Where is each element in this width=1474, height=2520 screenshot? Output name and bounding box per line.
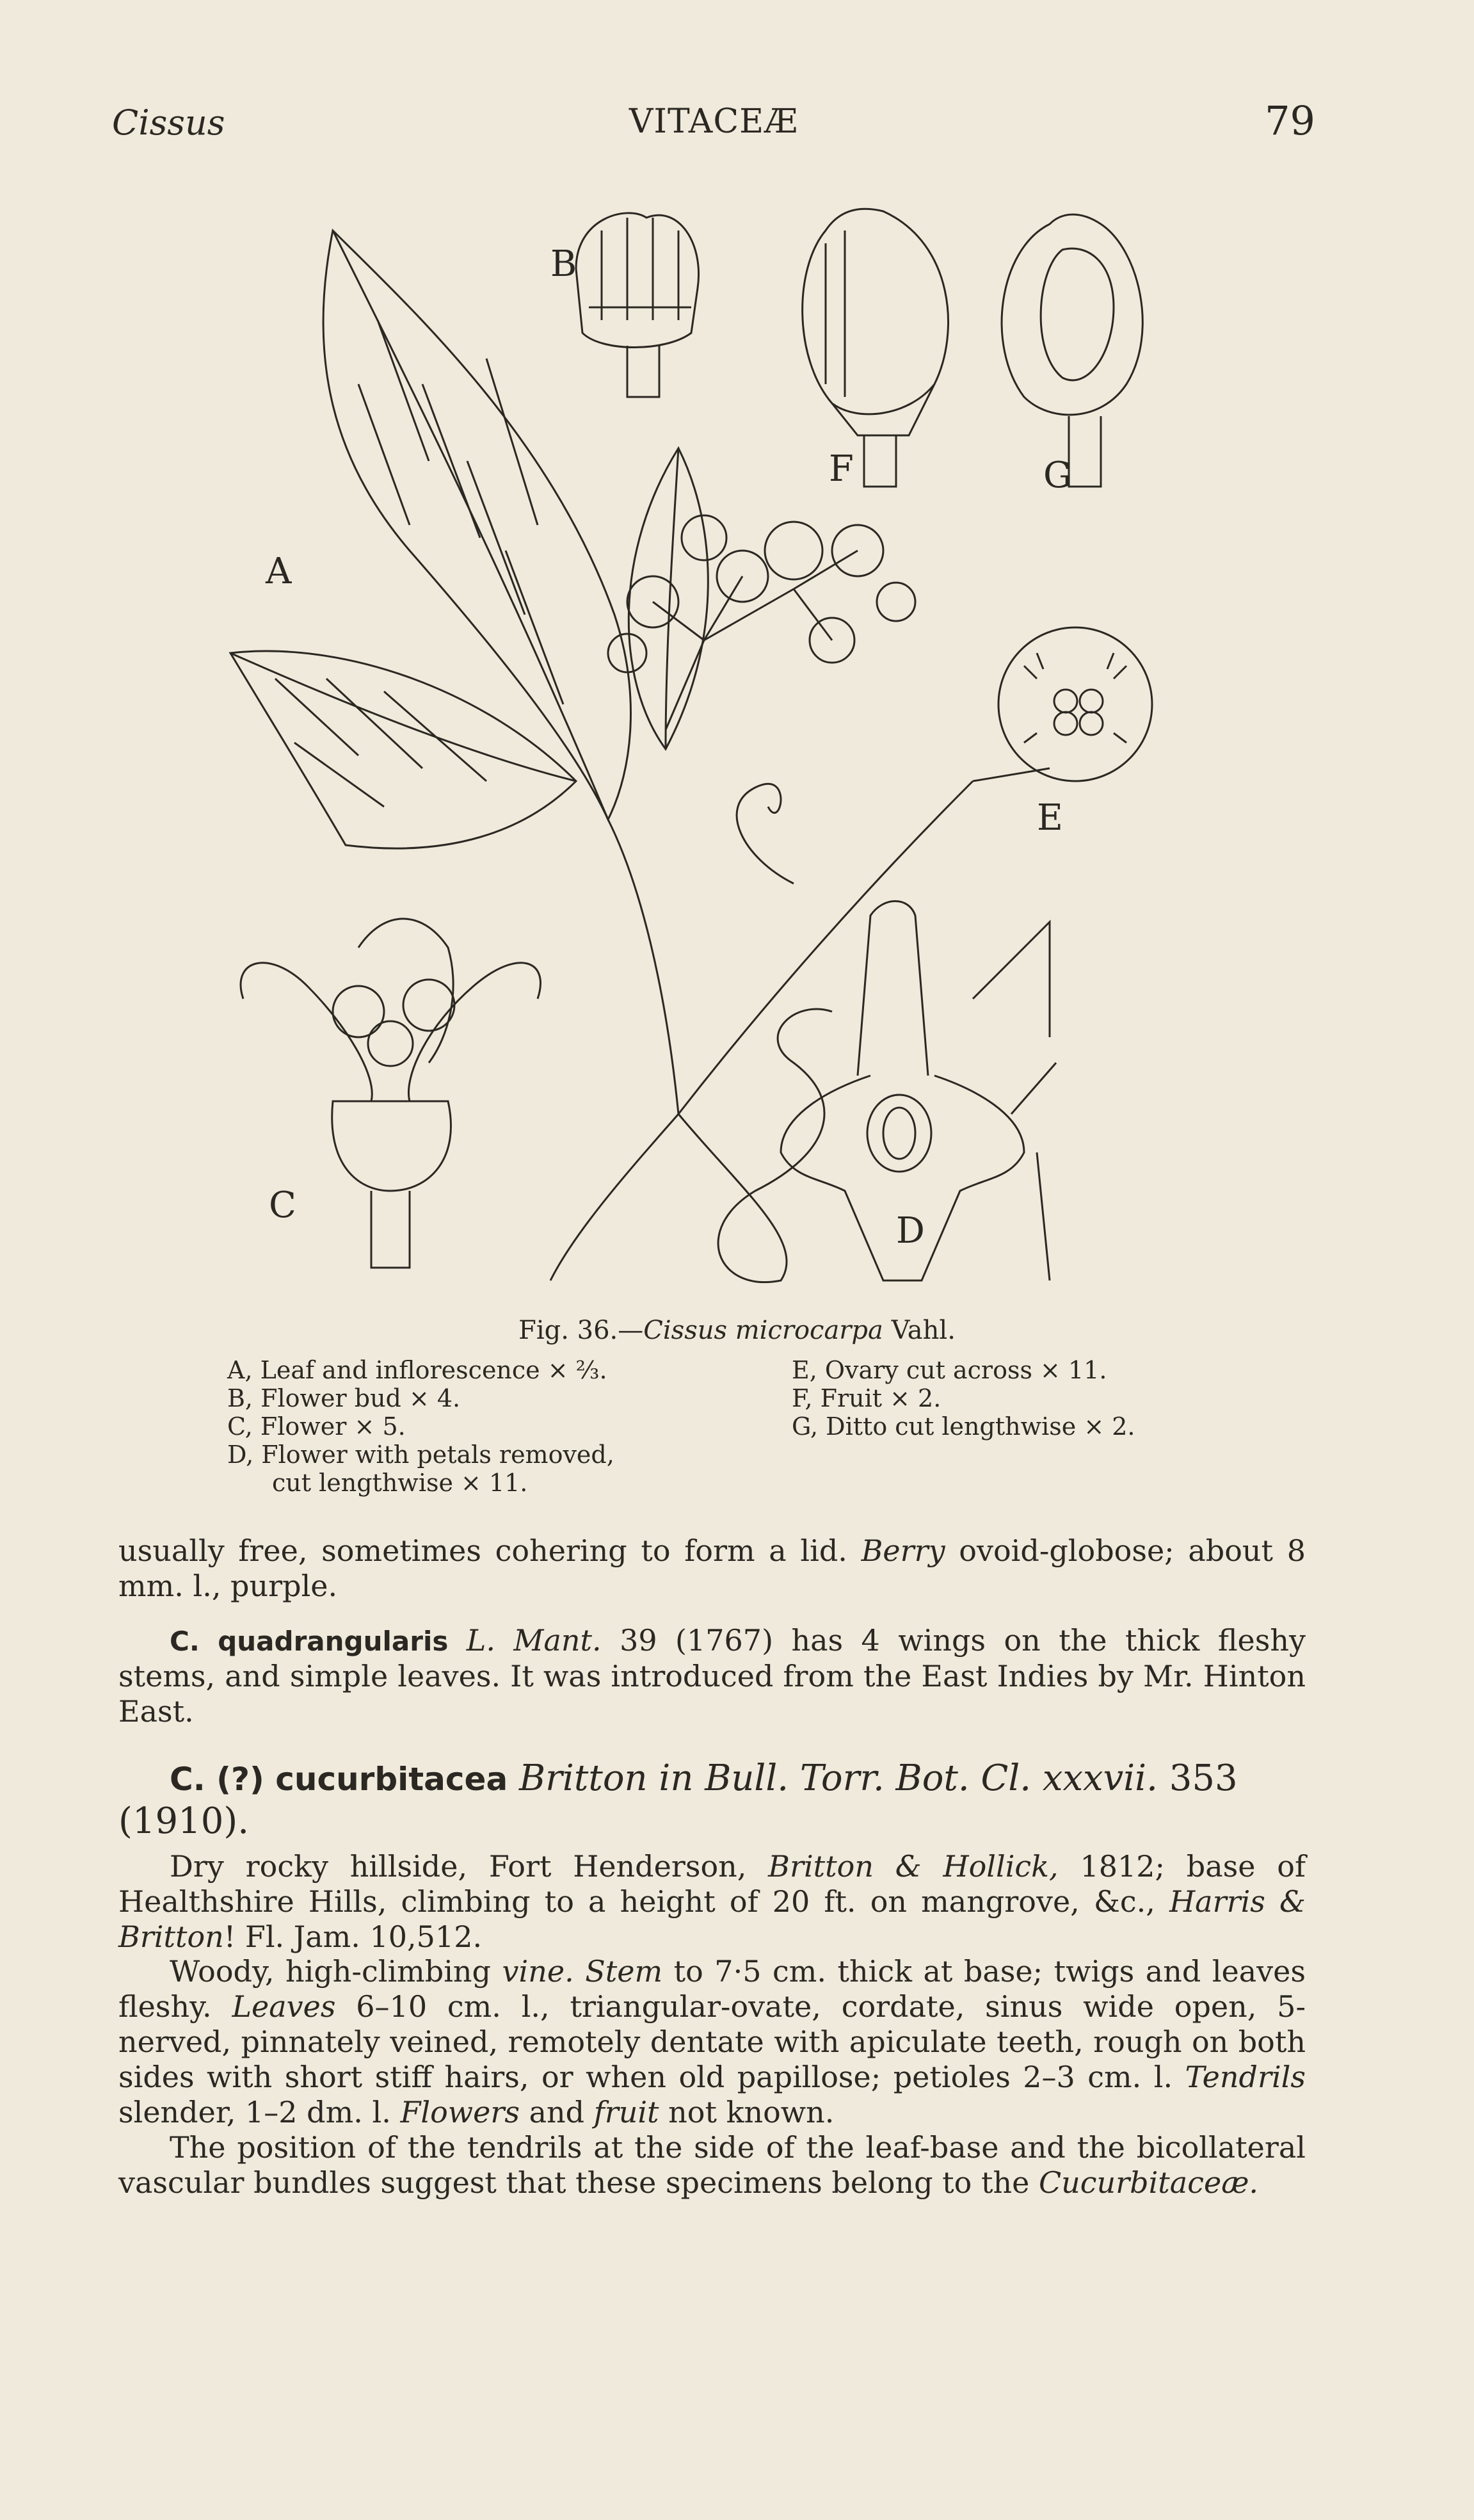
text-run: to 7·5 cm. thick at base; twigs and leaves fleshy. — [118, 1954, 1306, 2024]
inflorescence-drawing — [608, 515, 915, 730]
caption-author: Vahl. — [883, 1316, 956, 1345]
label-F: F — [829, 448, 854, 490]
header-genus: Cissus — [112, 102, 225, 143]
text-run: 1812; base of Healthshire Hills, climbing to a height of 20 ft. on mangrove, &c., — [118, 1849, 1306, 1919]
fruit-drawing — [803, 209, 949, 487]
collector: Britton & Hollick, — [768, 1849, 1059, 1884]
flower-bud-drawing — [576, 213, 699, 397]
legend-item: D, Flower with petals removed, — [227, 1441, 614, 1469]
term: fruit — [593, 2095, 659, 2129]
stem-drawing — [550, 820, 678, 1280]
text-run: Dry rocky hillside, Fort Henderson, — [170, 1849, 769, 1884]
text-run: 6–10 cm. l., triangular-ovate, cordate, sinus wide open, 5-nerved, pinnately veined, remotely dentate with apiculate teeth, rough on both sides with short stiff hairs, or when old papillose; petioles 2–3 cm. l. — [118, 1989, 1306, 2094]
term: vine. — [502, 1954, 574, 1989]
fruit-section-drawing — [1002, 214, 1142, 487]
term: Stem — [585, 1954, 663, 1989]
header-family: VITACEÆ — [629, 102, 799, 141]
label-C: C — [269, 1184, 296, 1226]
running-head — [112, 97, 1315, 154]
text-run: slender, 1–2 dm. l. — [118, 2095, 401, 2129]
text-run: 39 (1767) has 4 wings on the thick fleshy stems, and simple leaves. It was introduced from the East Indies by Mr. Hinton East. — [118, 1623, 1306, 1729]
text-run: Woody, high-climbing — [170, 1954, 502, 1989]
botanical-illustration — [218, 192, 1216, 1293]
figure-caption — [0, 1316, 1474, 1345]
term: Leaves — [232, 1989, 336, 2024]
legend-item: cut lengthwise × 11. — [272, 1469, 528, 1497]
legend-item: E, Ovary cut across × 11. — [792, 1356, 1107, 1384]
term: Tendrils — [1185, 2060, 1306, 2094]
species-citation: L. Mant. — [448, 1623, 602, 1658]
species-name: C. quadrangularis — [170, 1626, 449, 1657]
caption-species: Cissus microcarpa — [643, 1316, 883, 1345]
label-G: G — [1043, 455, 1072, 496]
page-number: 79 — [1265, 97, 1315, 144]
paragraph-localities — [118, 1849, 1306, 1955]
species-heading — [118, 1757, 1306, 1843]
text-run: and — [519, 2095, 594, 2129]
paragraph-description — [118, 1954, 1306, 2130]
tendril-drawing — [737, 784, 794, 884]
ovary-section-drawing — [998, 627, 1152, 781]
heading-species-name: C. (?) cucurbitacea — [170, 1761, 508, 1798]
caption-prefix: Fig. 36.— — [518, 1316, 644, 1345]
illustration-drawing — [218, 192, 1216, 1293]
label-E: E — [1037, 797, 1063, 839]
term: Flowers — [400, 2095, 520, 2129]
text-run: ! Fl. Jam. 10,512. — [223, 1919, 483, 1954]
family-name: Cucurbitaceæ. — [1038, 2165, 1259, 2200]
heading-rest: 353 (1910). — [118, 1757, 1238, 1842]
text-run: ovoid-globose; about 8 mm. l., purple. — [118, 1533, 1306, 1603]
paragraph-position — [118, 2130, 1306, 2201]
text-run: not known. — [659, 2095, 835, 2129]
legend-item: F, Fruit × 2. — [792, 1384, 941, 1412]
legend-item: C, Flower × 5. — [227, 1412, 406, 1441]
collector: Harris & Britton — [118, 1884, 1306, 1954]
leaf-drawing — [230, 230, 708, 848]
paragraph-berry — [118, 1533, 1306, 1604]
paragraph-quadrangularis — [118, 1623, 1306, 1729]
text-run: The position of the tendrils at the side of the leaf-base and the bicollateral vascular bundles suggest that these specimens belong to the — [118, 2130, 1306, 2200]
text-run: usually free, sometimes cohering to form a lid. — [118, 1533, 861, 1568]
heading-citation: Britton in Bull. Torr. Bot. Cl. xxxvii. — [508, 1757, 1158, 1799]
figure-legend-right — [792, 1356, 1135, 1441]
label-A: A — [266, 551, 292, 592]
label-D: D — [896, 1210, 925, 1252]
label-B: B — [550, 243, 577, 285]
text-run — [574, 1954, 586, 1989]
legend-item: G, Ditto cut lengthwise × 2. — [792, 1412, 1135, 1441]
figure-legend-left — [227, 1356, 614, 1497]
term-berry: Berry — [861, 1533, 945, 1568]
legend-item: B, Flower bud × 4. — [227, 1384, 461, 1412]
legend-item: A, Leaf and inflorescence × ⅔. — [227, 1356, 607, 1384]
